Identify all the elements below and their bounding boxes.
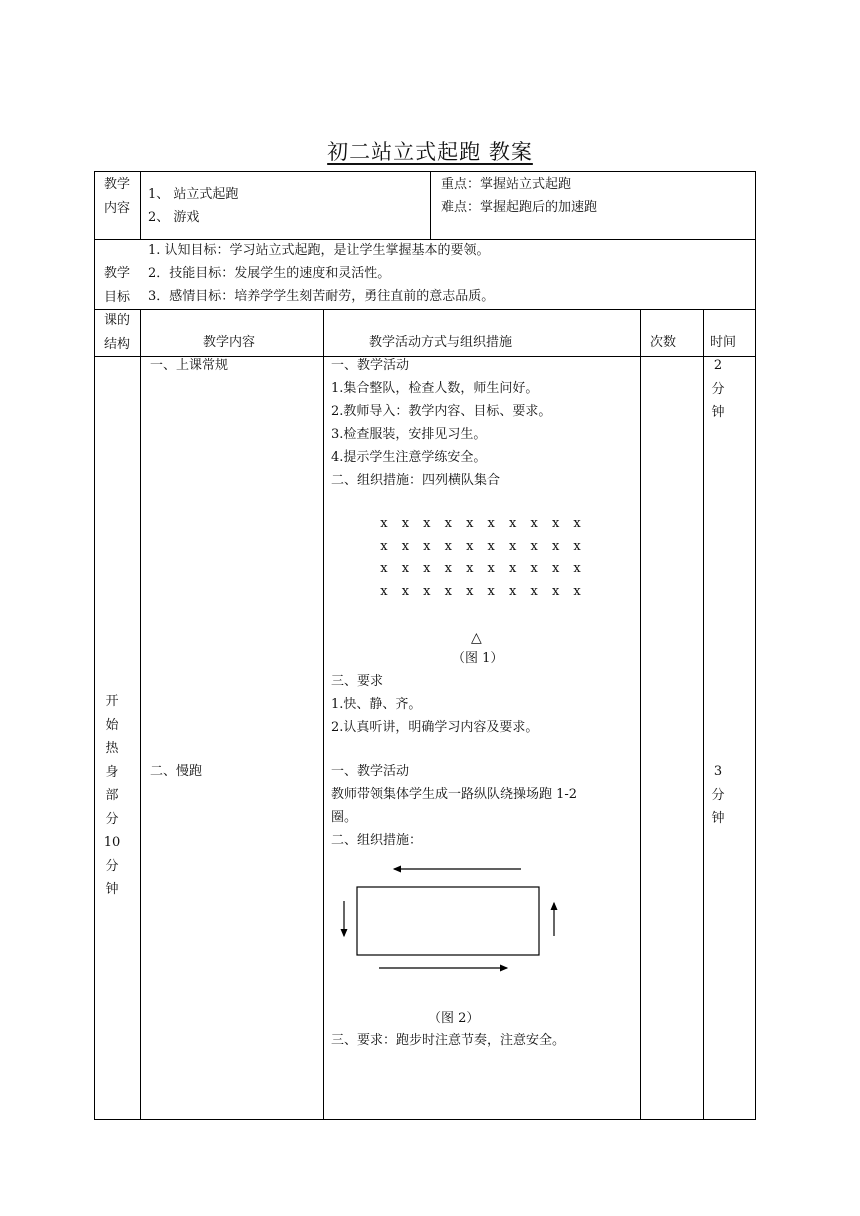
- goal-item: 1. 认知目标：学习站立式起跑，是让学生掌握基本的要领。: [148, 243, 490, 258]
- content-item: 2、 游戏: [148, 210, 200, 225]
- table-border-bottom: [94, 1119, 756, 1120]
- teacher-triangle-icon: △: [471, 630, 482, 646]
- formation-row: x x x x x x x x x x: [380, 516, 586, 531]
- page-title: 初二站立式起跑 教案: [327, 140, 533, 164]
- count-header: 次数: [650, 335, 677, 350]
- part1-requirement: 三、要求: [331, 674, 384, 689]
- figure2-caption: （图 2）: [428, 1011, 480, 1026]
- activities-header: 教学活动方式与组织措施: [369, 335, 513, 350]
- part2-requirement: 三、要求：跑步时注意节奏，注意安全。: [331, 1033, 566, 1048]
- section-label: 开 始 热 身 部 分 10 分 钟: [103, 694, 121, 897]
- part2-time: 3 分 钟: [711, 764, 725, 826]
- part1-content: 一、上课常规: [150, 358, 229, 373]
- formation-row: x x x x x x x x x x: [380, 561, 586, 576]
- label-col-divider: [140, 309, 141, 1120]
- content-label: 教学 内容: [103, 177, 130, 216]
- goal-item: 3．感情目标：培养学学生刻苦耐劳，勇往直前的意志品质。: [148, 289, 495, 304]
- time-header: 时间: [710, 335, 737, 350]
- field-rectangle: [357, 887, 539, 955]
- part2-content: 二、慢跑: [150, 764, 203, 779]
- table-border-right: [755, 171, 756, 1120]
- goals-label: 教学 目标: [103, 266, 130, 305]
- formation-row: x x x x x x x x x x: [380, 539, 586, 554]
- figure1-caption: （图 1）: [452, 651, 504, 666]
- content-col-divider: [323, 309, 324, 1120]
- part1-line: 3.检查服装，安排见习生。: [331, 427, 487, 442]
- part2-line: 二、组织措施：: [331, 833, 423, 848]
- part2-line: 教师带领集体学生成一路纵队绕操场跑 1-2: [331, 787, 578, 802]
- part1-line: 二、组织措施：四列横队集合: [331, 473, 501, 488]
- part1-requirement: 2.认真听讲，明确学习内容及要求。: [331, 720, 539, 735]
- part1-time: 2 分 钟: [711, 358, 725, 420]
- running-route-diagram: [330, 855, 570, 980]
- keypoint-col-divider: [430, 171, 431, 239]
- difficulty-point: 难点：掌握起跑后的加速跑: [441, 200, 598, 215]
- label-col-divider: [140, 171, 141, 239]
- table-border-left: [94, 171, 95, 1120]
- activity-col-divider: [640, 309, 641, 1120]
- row-divider-2: [94, 309, 756, 310]
- count-col-divider: [703, 309, 704, 1120]
- formation-row: x x x x x x x x x x: [380, 584, 586, 599]
- table-border-top: [94, 171, 756, 172]
- part1-line: 1.集合整队，检查人数，师生问好。: [331, 381, 539, 396]
- part1-line: 4.提示学生注意学练安全。: [331, 450, 487, 465]
- structure-header: 课的 结构: [103, 313, 130, 352]
- part1-line: 2.教师导入：教学内容、目标、要求。: [331, 404, 552, 419]
- content-header: 教学内容: [203, 335, 256, 350]
- part2-line: 一、教学活动: [331, 764, 410, 779]
- goal-item: 2．技能目标：发展学生的速度和灵活性。: [148, 266, 391, 281]
- key-point: 重点：掌握站立式起跑: [441, 177, 572, 192]
- content-item: 1、 站立式起跑: [148, 187, 239, 202]
- part1-requirement: 1.快、静、齐。: [331, 697, 422, 712]
- part1-line: 一、教学活动: [331, 358, 410, 373]
- part2-line: 圈。: [331, 810, 358, 825]
